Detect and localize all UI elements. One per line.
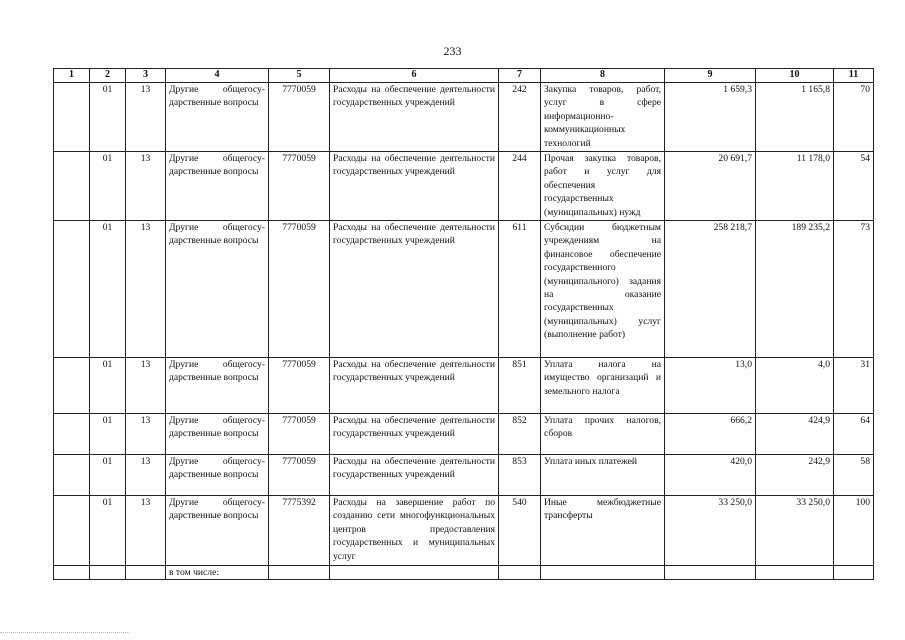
cell-section: 01 (90, 83, 126, 152)
cell-section: 01 (90, 496, 126, 566)
cell-actual: 1 165,8 (756, 83, 834, 152)
cell-section-name: Другие общегосу-дарственные вопросы (166, 496, 269, 566)
cell-section: 01 (90, 152, 126, 221)
cell-section-name: Другие общегосу-дарственные вопросы (166, 358, 269, 414)
cell-section-empty (54, 83, 90, 152)
header-cell: 1 (54, 69, 90, 83)
header-cell: 4 (166, 69, 269, 83)
cell-percent: 100 (834, 496, 874, 566)
cell-plan: 420,0 (665, 455, 756, 496)
table-row (54, 496, 874, 566)
cell-target-name: Расходы на обеспечение деятельности государственных учреждений (330, 221, 499, 358)
budget-table (53, 68, 874, 580)
cell-plan (665, 566, 756, 580)
cell-subsection: 13 (126, 455, 166, 496)
header-cell: 8 (541, 69, 665, 83)
cell-expense-code: 244 (499, 152, 541, 221)
cell-actual: 33 250,0 (756, 496, 834, 566)
cell-expense-code: 851 (499, 358, 541, 414)
cell-expense-name: Субсидии бюджетным учреждениям на финансовое обеспечение государственного (муниципального) задания на оказание государственных (муниципальных) услуг (выполнение работ) (541, 221, 665, 358)
cell-subsection: 13 (126, 83, 166, 152)
cell-target-code: 7775392 (269, 496, 330, 566)
cell-expense-code: 611 (499, 221, 541, 358)
cell-plan: 20 691,7 (665, 152, 756, 221)
header-cell: 6 (330, 69, 499, 83)
cell-section-name: Другие общегосу-дарственные вопросы (166, 152, 269, 221)
cell-actual: 11 178,0 (756, 152, 834, 221)
cell-expense-name: Иные межбюджетные трансферты (541, 496, 665, 566)
cell-expense-code: 540 (499, 496, 541, 566)
header-cell: 2 (90, 69, 126, 83)
cell-target-name: Расходы на обеспечение деятельности государственных учреждений (330, 152, 499, 221)
cell-target-code: 7770059 (269, 455, 330, 496)
cell-percent (834, 566, 874, 580)
header-cell: 10 (756, 69, 834, 83)
cell-plan: 13,0 (665, 358, 756, 414)
cell-target-code (269, 566, 330, 580)
header-cell: 5 (269, 69, 330, 83)
cell-section-empty (54, 566, 90, 580)
table-row (54, 566, 874, 580)
cell-section: 01 (90, 414, 126, 455)
cell-target-name: Расходы на завершение работ по созданию сети многофункциональных центров предоставления государственных и муниципальных услуг (330, 496, 499, 566)
cell-expense-code: 853 (499, 455, 541, 496)
cell-expense-code (499, 566, 541, 580)
cell-section: 01 (90, 455, 126, 496)
cell-target-code: 7770059 (269, 83, 330, 152)
cell-expense-name: Закупка товаров, работ, услуг в сфере информационно-коммуникационных технологий (541, 83, 665, 152)
cell-expense-code: 852 (499, 414, 541, 455)
cell-expense-name: Уплата прочих налогов, сборов (541, 414, 665, 455)
cell-subsection: 13 (126, 221, 166, 358)
cell-section-empty (54, 455, 90, 496)
cell-section: 01 (90, 221, 126, 358)
cell-actual: 189 235,2 (756, 221, 834, 358)
cell-plan: 666,2 (665, 414, 756, 455)
cell-section-empty (54, 152, 90, 221)
cell-target-name: Расходы на обеспечение деятельности государственных учреждений (330, 83, 499, 152)
cell-section-name: Другие общегосу-дарственные вопросы (166, 221, 269, 358)
cell-plan: 1 659,3 (665, 83, 756, 152)
cell-including-label: в том числе: (166, 566, 269, 580)
cell-expense-name (541, 566, 665, 580)
cell-target-code: 7770059 (269, 358, 330, 414)
cell-expense-name: Уплата иных платежей (541, 455, 665, 496)
table-row (54, 221, 874, 358)
cell-section-name: Другие общегосу-дарственные вопросы (166, 455, 269, 496)
cell-target-name (330, 566, 499, 580)
cell-percent: 64 (834, 414, 874, 455)
table-row (54, 455, 874, 496)
cell-section-name: Другие общегосу-дарственные вопросы (166, 83, 269, 152)
table-row (54, 414, 874, 455)
cell-section-empty (54, 221, 90, 358)
cell-section-empty (54, 414, 90, 455)
header-cell: 7 (499, 69, 541, 83)
header-cell: 3 (126, 69, 166, 83)
page-number: 233 (443, 44, 462, 58)
cell-actual (756, 566, 834, 580)
cell-expense-name: Уплата налога на имущество организаций и земельного налога (541, 358, 665, 414)
cell-target-code: 7770059 (269, 414, 330, 455)
cell-subsection: 13 (126, 496, 166, 566)
cell-section-empty (54, 496, 90, 566)
cell-subsection: 13 (126, 152, 166, 221)
cell-percent: 58 (834, 455, 874, 496)
cell-subsection (126, 566, 166, 580)
cell-percent: 73 (834, 221, 874, 358)
cell-target-name: Расходы на обеспечение деятельности государственных учреждений (330, 358, 499, 414)
cell-percent: 31 (834, 358, 874, 414)
cell-section-name: Другие общегосу-дарственные вопросы (166, 414, 269, 455)
cell-percent: 70 (834, 83, 874, 152)
scan-artifact (0, 632, 130, 637)
cell-plan: 258 218,7 (665, 221, 756, 358)
cell-actual: 424,9 (756, 414, 834, 455)
cell-actual: 242,9 (756, 455, 834, 496)
cell-section: 01 (90, 358, 126, 414)
table-row (54, 358, 874, 414)
cell-subsection: 13 (126, 358, 166, 414)
header-cell: 11 (834, 69, 874, 83)
cell-section (90, 566, 126, 580)
cell-expense-name: Прочая закупка товаров, работ и услуг для обеспечения государственных (муниципальных) нужд (541, 152, 665, 221)
cell-target-name: Расходы на обеспечение деятельности государственных учреждений (330, 455, 499, 496)
cell-percent: 54 (834, 152, 874, 221)
cell-target-code: 7770059 (269, 221, 330, 358)
cell-expense-code: 242 (499, 83, 541, 152)
cell-actual: 4,0 (756, 358, 834, 414)
cell-target-code: 7770059 (269, 152, 330, 221)
cell-subsection: 13 (126, 414, 166, 455)
cell-target-name: Расходы на обеспечение деятельности государственных учреждений (330, 414, 499, 455)
cell-plan: 33 250,0 (665, 496, 756, 566)
header-cell: 9 (665, 69, 756, 83)
table-row (54, 83, 874, 152)
table-row (54, 152, 874, 221)
cell-section-empty (54, 358, 90, 414)
header-row (54, 69, 874, 83)
